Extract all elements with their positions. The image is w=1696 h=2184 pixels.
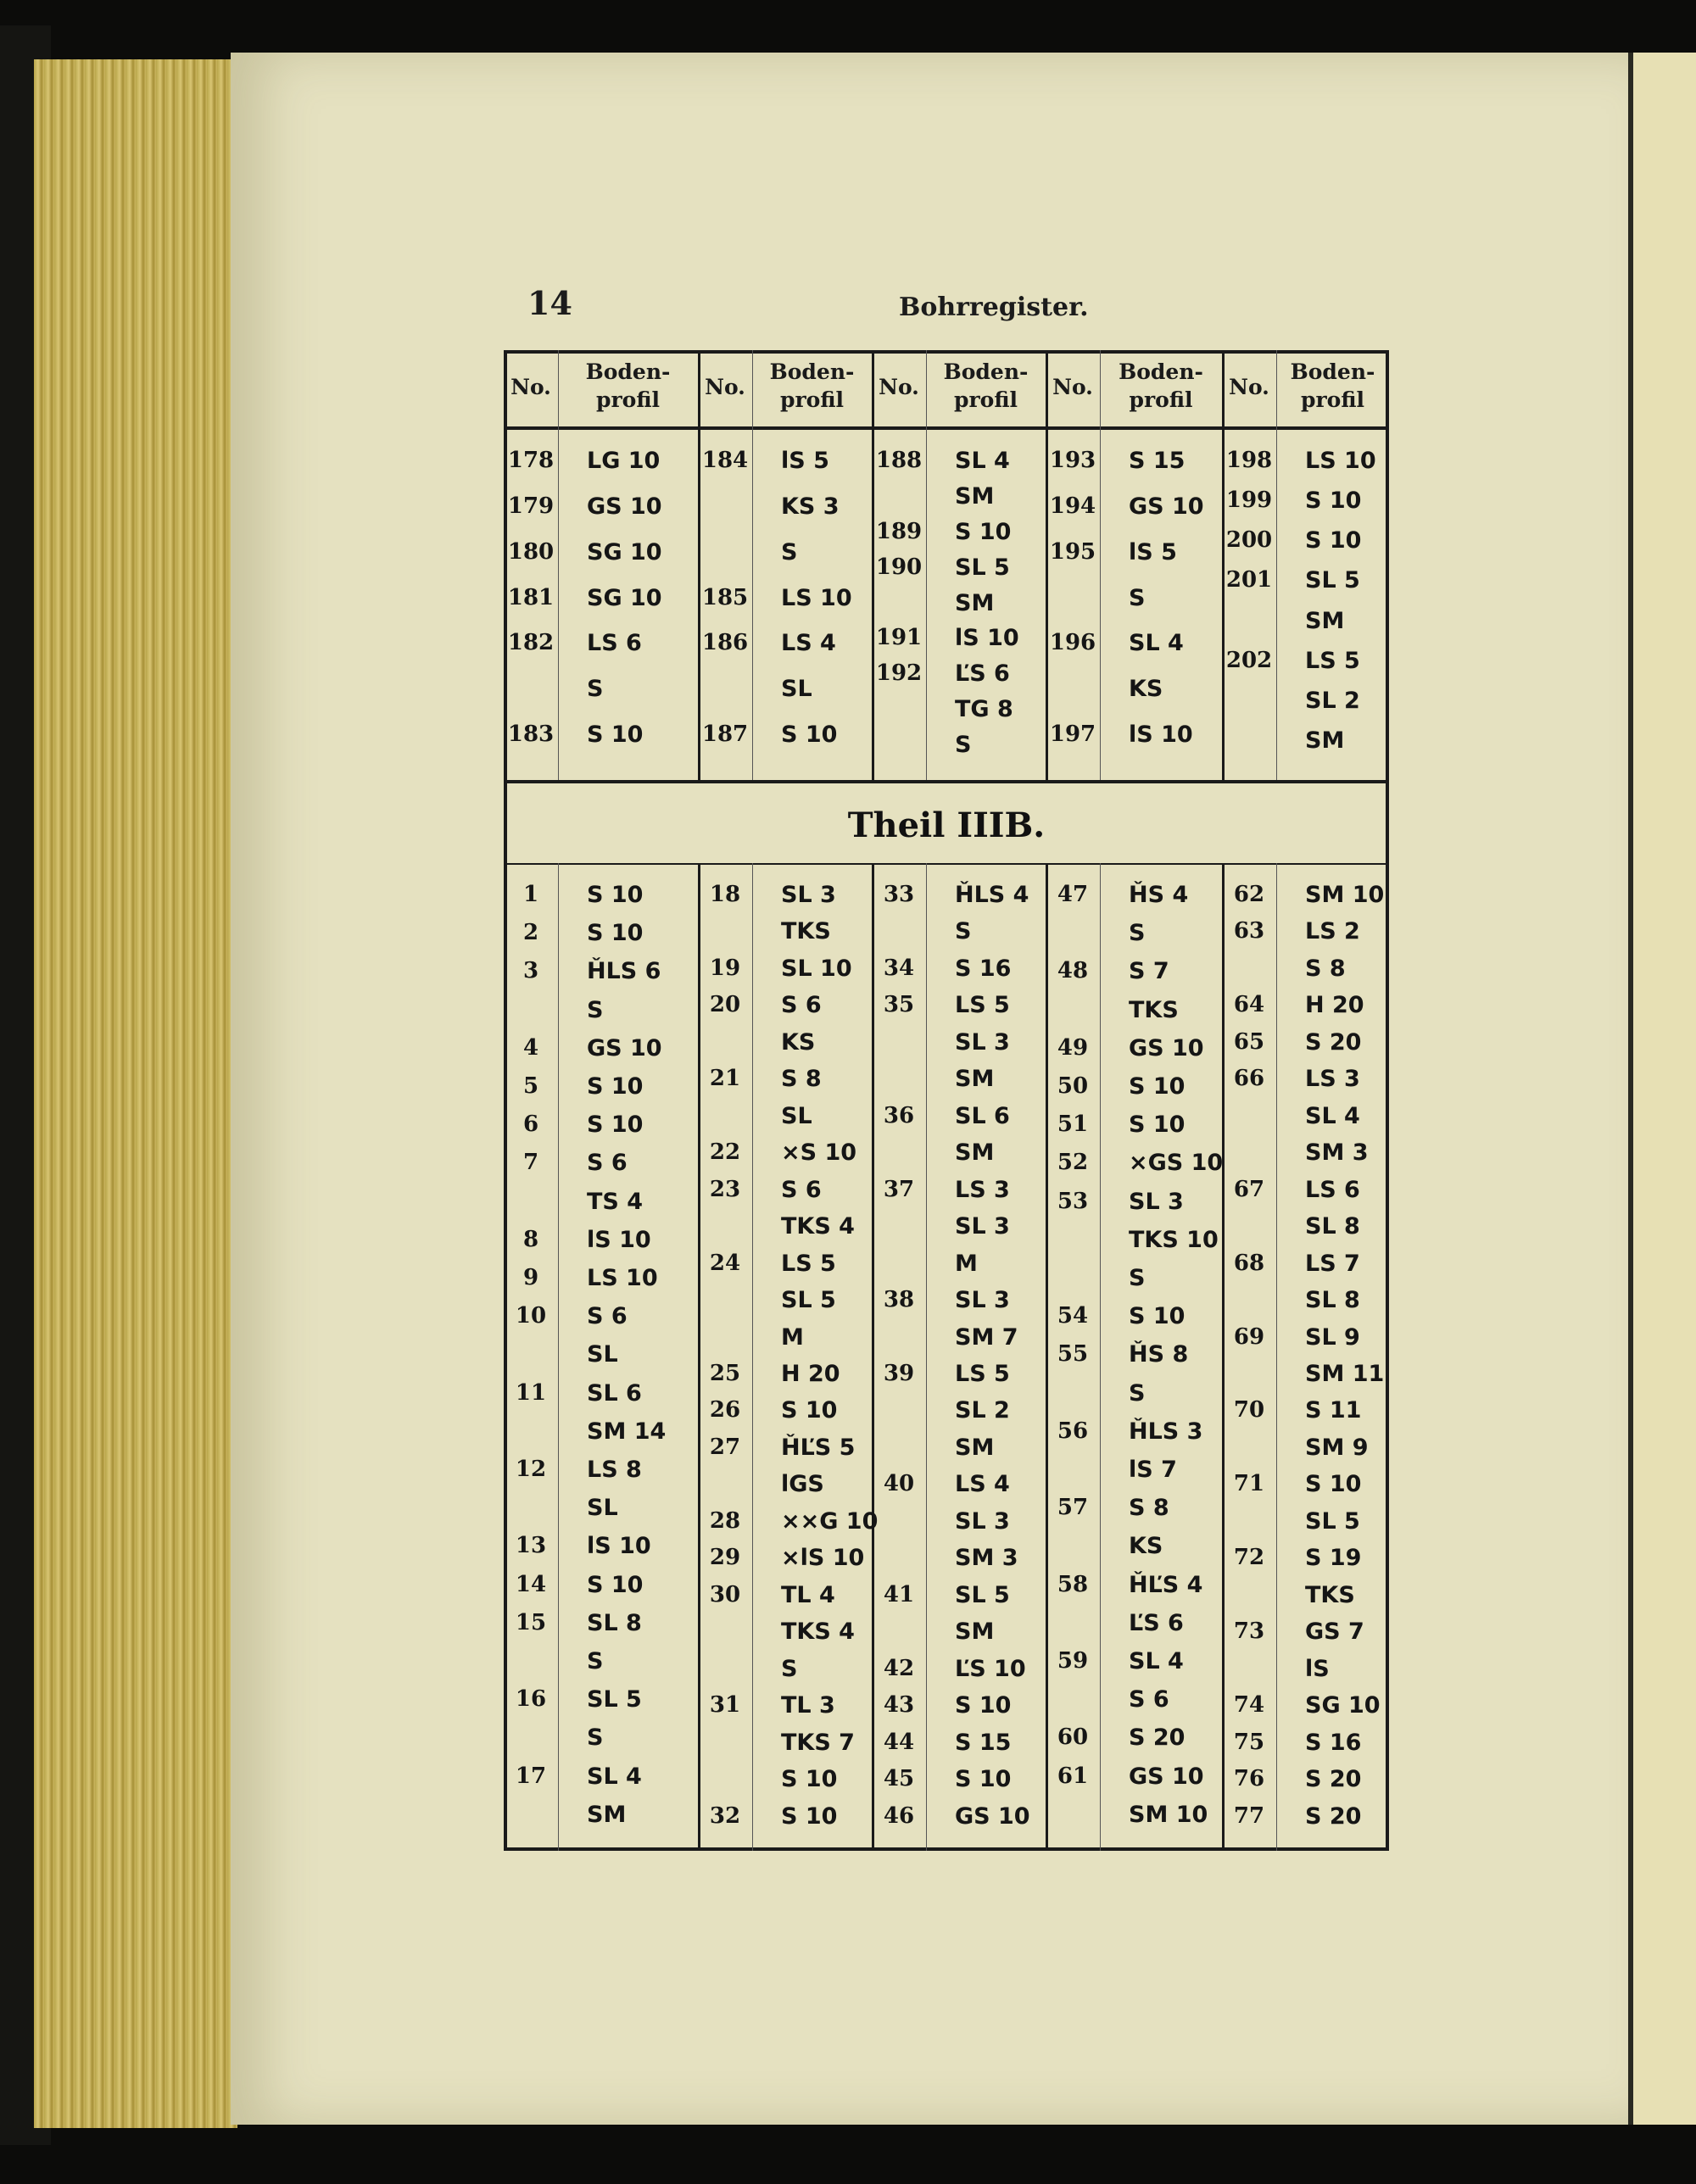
bottom-soil-profile: M (955, 1250, 978, 1277)
bottom-boring-number: 66 (1233, 1066, 1265, 1092)
bottom-boring-number: 2 (522, 920, 539, 946)
bottom-boring-number: 68 (1233, 1250, 1265, 1276)
column-divider-bottom (1276, 863, 1277, 1851)
bottom-boring-number: 23 (709, 1176, 741, 1202)
top-boring-number: 193 (1049, 448, 1096, 473)
bottom-boring-number: 36 (883, 1102, 915, 1128)
top-boring-number: 183 (507, 722, 555, 748)
top-boring-number: 178 (507, 448, 555, 473)
top-soil-profile: S (955, 732, 972, 759)
bottom-boring-number: 10 (515, 1303, 547, 1329)
top-soil-profile: S (781, 538, 798, 566)
column-header-no: No. (1229, 375, 1269, 399)
top-soil-profile: SG 10 (587, 538, 662, 566)
bottom-soil-profile: SM (955, 1434, 995, 1461)
bottom-soil-profile: S (587, 1724, 604, 1752)
bottom-soil-profile: S 8 (1305, 955, 1346, 982)
bottom-soil-profile: SL (587, 1495, 618, 1522)
bottom-soil-profile: SL 5 (587, 1686, 642, 1713)
column-divider-bottom (558, 863, 559, 1851)
bottom-boring-number: 64 (1233, 992, 1265, 1018)
bottom-soil-profile: SG 10 (1305, 1692, 1381, 1719)
page-number: 14 (527, 284, 572, 322)
top-soil-profile: S 10 (955, 518, 1012, 545)
bottom-soil-profile: TKS (1129, 996, 1179, 1023)
bottom-boring-number: 52 (1057, 1150, 1089, 1176)
bottom-boring-number: 76 (1233, 1766, 1265, 1792)
top-boring-number: 194 (1049, 493, 1096, 519)
bottom-boring-number: 6 (522, 1112, 539, 1138)
bottom-soil-profile: SL (587, 1341, 618, 1368)
bottom-soil-profile: LS 8 (587, 1457, 642, 1483)
bottom-soil-profile: SL 10 (781, 955, 852, 982)
top-boring-number: 198 (1225, 448, 1273, 473)
bottom-soil-profile: SM 7 (955, 1323, 1018, 1351)
bottom-soil-profile: ȞS 4 (1129, 882, 1189, 908)
bottom-boring-number: 32 (709, 1802, 741, 1829)
column-divider-top (926, 350, 927, 780)
group-divider-top (1222, 350, 1225, 780)
bottom-boring-number: 67 (1233, 1176, 1265, 1202)
bottom-soil-profile: SL 3 (955, 1028, 1010, 1056)
bottom-soil-profile: ȞS 8 (1129, 1341, 1189, 1368)
bottom-soil-profile: SL 6 (587, 1379, 642, 1407)
top-soil-profile: LS 4 (781, 630, 836, 657)
bottom-boring-number: 75 (1233, 1729, 1265, 1755)
top-soil-profile: SM (1305, 727, 1345, 754)
bottom-soil-profile: LS 3 (1305, 1066, 1360, 1093)
bottom-soil-profile: SL 3 (1129, 1188, 1184, 1215)
bottom-boring-number: 39 (883, 1361, 915, 1386)
bottom-soil-profile: SM (587, 1801, 627, 1828)
bottom-boring-number: 3 (522, 958, 539, 984)
bottom-boring-number: 37 (883, 1176, 915, 1202)
bottom-soil-profile: SM (955, 1618, 995, 1646)
bottom-soil-profile: lS 7 (1129, 1457, 1177, 1483)
bottom-soil-profile: SM 3 (955, 1545, 1018, 1572)
top-soil-profile: SL 5 (955, 554, 1010, 581)
bottom-boring-number: 69 (1233, 1323, 1265, 1350)
bottom-soil-profile: SL 3 (955, 1507, 1010, 1535)
top-soil-profile: KS (1129, 676, 1163, 703)
bottom-soil-profile: GS 10 (1129, 1034, 1204, 1061)
bottom-soil-profile: S 19 (1305, 1545, 1362, 1572)
bottom-soil-profile: TL 3 (781, 1692, 835, 1719)
top-boring-number: 200 (1225, 527, 1273, 554)
top-soil-profile: S 10 (1305, 488, 1362, 515)
top-boring-number: 202 (1225, 647, 1273, 673)
bottom-soil-profile: S (781, 1655, 798, 1682)
bottom-soil-profile: S 15 (955, 1729, 1012, 1756)
bottom-boring-number: 14 (515, 1571, 547, 1597)
bottom-soil-profile: S 11 (1305, 1397, 1362, 1424)
bottom-soil-profile: S 10 (955, 1692, 1012, 1719)
column-divider-top (752, 350, 753, 780)
bottom-boring-number: 9 (522, 1265, 539, 1290)
bottom-boring-number: 35 (883, 992, 915, 1018)
bottom-boring-number: 28 (709, 1507, 741, 1534)
bottom-boring-number: 19 (709, 955, 741, 981)
bottom-soil-profile: KS (781, 1028, 816, 1056)
top-boring-number: 180 (507, 538, 555, 565)
bottom-soil-profile: SL 8 (587, 1609, 642, 1636)
top-soil-profile: LG 10 (587, 448, 661, 474)
bottom-soil-profile: GS 7 (1305, 1618, 1364, 1646)
bottom-soil-profile: S (955, 918, 972, 945)
top-boring-number: 201 (1225, 567, 1273, 593)
bottom-soil-profile: S (587, 1648, 604, 1674)
top-soil-profile: SL 4 (1129, 630, 1184, 657)
bottom-soil-profile: GS 10 (587, 1034, 662, 1061)
bottom-boring-number: 27 (709, 1434, 741, 1460)
bottom-boring-number: 7 (522, 1150, 539, 1176)
bottom-boring-number: 58 (1057, 1571, 1089, 1597)
top-boring-number: 190 (875, 554, 923, 580)
bottom-soil-profile: LS 6 (1305, 1176, 1360, 1203)
top-boring-number: 179 (507, 493, 555, 519)
bottom-soil-profile: SL 5 (1305, 1507, 1360, 1535)
top-soil-profile: LS 10 (781, 584, 852, 611)
top-soil-profile: S 15 (1129, 448, 1186, 474)
top-soil-profile: SM (955, 482, 995, 510)
bottom-soil-profile: LS 5 (955, 1361, 1010, 1387)
top-soil-profile: SM (955, 589, 995, 616)
bottom-boring-number: 1 (522, 882, 539, 907)
bottom-boring-number: 5 (522, 1073, 539, 1099)
top-soil-profile: lS 5 (1129, 538, 1177, 566)
bottom-boring-number: 55 (1057, 1341, 1089, 1368)
bottom-soil-profile: SL 8 (1305, 1213, 1360, 1240)
column-header-no: No. (705, 375, 745, 399)
page-edges (34, 59, 237, 2128)
bottom-boring-number: 44 (883, 1729, 915, 1755)
bottom-boring-number: 46 (883, 1802, 915, 1829)
bottom-soil-profile: S 10 (587, 1073, 644, 1100)
bottom-boring-number: 42 (883, 1655, 915, 1681)
bottom-soil-profile: S 10 (1129, 1073, 1186, 1100)
bottom-boring-number: 30 (709, 1581, 741, 1607)
column-divider-bottom (926, 863, 927, 1851)
bottom-soil-profile: S 10 (587, 920, 644, 947)
top-soil-profile: SM (1305, 607, 1345, 634)
column-header-no: No. (1052, 375, 1093, 399)
top-soil-profile: lS 10 (955, 625, 1019, 652)
bottom-soil-profile: LS 4 (955, 1471, 1010, 1498)
bottom-boring-number: 63 (1233, 918, 1265, 944)
column-header-bodenprofil: Boden- profil (769, 359, 855, 412)
bottom-boring-number: 73 (1233, 1618, 1265, 1645)
top-soil-profile: S (587, 676, 604, 703)
bottom-soil-profile: SM 3 (1305, 1139, 1369, 1167)
bottom-boring-number: 29 (709, 1545, 741, 1571)
bottom-soil-profile: LS 5 (955, 992, 1010, 1019)
bottom-boring-number: 54 (1057, 1303, 1089, 1329)
bottom-soil-profile: S 20 (1305, 1028, 1362, 1056)
bottom-soil-profile: S 10 (587, 1112, 644, 1139)
bottom-boring-number: 38 (883, 1287, 915, 1313)
bottom-soil-profile: SM 9 (1305, 1434, 1369, 1461)
bottom-soil-profile: lS 10 (587, 1226, 651, 1253)
top-boring-number: 186 (701, 630, 749, 656)
bottom-soil-profile: S 6 (587, 1303, 628, 1330)
top-boring-number: 195 (1049, 538, 1096, 565)
bottom-soil-profile: TKS 10 (1129, 1226, 1219, 1253)
top-soil-profile: LS 6 (587, 630, 642, 657)
bottom-boring-number: 34 (883, 955, 915, 981)
column-divider-top (1100, 350, 1101, 780)
bottom-soil-profile: S (1129, 920, 1146, 947)
bottom-soil-profile: S 10 (587, 1571, 644, 1598)
bottom-soil-profile: SL 4 (1305, 1102, 1360, 1129)
bottom-boring-number: 26 (709, 1397, 741, 1424)
bottom-soil-profile: lGS (781, 1471, 824, 1498)
column-header-no: No. (510, 375, 551, 399)
bottom-soil-profile: LS 7 (1305, 1250, 1360, 1277)
top-boring-number: 181 (507, 584, 555, 610)
top-soil-profile: SL 2 (1305, 687, 1360, 714)
bottom-soil-profile: S 7 (1129, 958, 1169, 985)
bottom-soil-profile: S 8 (781, 1066, 822, 1093)
top-boring-number: 192 (875, 660, 923, 687)
top-boring-number: 182 (507, 630, 555, 656)
top-soil-profile: S (1129, 584, 1146, 611)
bottom-boring-number: 41 (883, 1581, 915, 1607)
top-boring-number: 189 (875, 518, 923, 544)
column-divider-top (558, 350, 559, 780)
bottom-soil-profile: SL 3 (955, 1287, 1010, 1314)
top-soil-profile: S 10 (1305, 527, 1362, 554)
bottom-soil-profile: TKS (781, 918, 831, 945)
bottom-soil-profile: SL 5 (955, 1581, 1010, 1608)
bottom-soil-profile: lS 10 (587, 1533, 651, 1560)
bottom-boring-number: 61 (1057, 1763, 1089, 1789)
bottom-soil-profile: S (587, 996, 604, 1023)
column-header-bodenprofil: Boden- profil (1290, 359, 1375, 412)
bottom-soil-profile: LS 5 (781, 1250, 836, 1277)
bottom-soil-profile: LS 2 (1305, 918, 1360, 945)
bottom-soil-profile: S 10 (587, 882, 644, 908)
bottom-soil-profile: S 10 (1129, 1112, 1186, 1139)
bottom-soil-profile: S 20 (1129, 1724, 1186, 1752)
bottom-soil-profile: TL 4 (781, 1581, 835, 1608)
top-soil-profile: GS 10 (1129, 493, 1204, 520)
bottom-soil-profile: S 8 (1129, 1495, 1169, 1522)
bottom-soil-profile: ĽS 6 (1129, 1609, 1184, 1636)
bottom-soil-profile: S 6 (781, 992, 822, 1019)
top-soil-profile: S 10 (587, 722, 644, 749)
top-soil-profile: LS 5 (1305, 647, 1360, 674)
bottom-soil-profile: SL 3 (781, 882, 836, 908)
bottom-soil-profile: KS (1129, 1533, 1163, 1560)
bottom-boring-number: 77 (1233, 1802, 1265, 1829)
bottom-soil-profile: S 6 (781, 1176, 822, 1203)
bottom-boring-number: 17 (515, 1763, 547, 1789)
bottom-soil-profile: ȞLS 6 (587, 958, 661, 985)
bottom-soil-profile: SL 4 (1129, 1648, 1184, 1674)
bottom-soil-profile: TKS 4 (781, 1618, 855, 1646)
bottom-soil-profile: S (1129, 1265, 1146, 1291)
bottom-soil-profile: SL 8 (1305, 1287, 1360, 1314)
bottom-boring-number: 53 (1057, 1188, 1089, 1214)
bottom-soil-profile: SM 10 (1129, 1801, 1208, 1828)
top-boring-number: 184 (701, 448, 749, 473)
bottom-soil-profile: TKS 7 (781, 1729, 855, 1756)
bottom-boring-number: 70 (1233, 1397, 1265, 1424)
top-boring-number: 199 (1225, 488, 1273, 514)
bottom-soil-profile: ĽS 10 (955, 1655, 1026, 1682)
bottom-soil-profile: S 10 (955, 1766, 1012, 1793)
bottom-soil-profile: S 10 (781, 1802, 838, 1830)
bottom-boring-number: 21 (709, 1066, 741, 1092)
bottom-soil-profile: LS 10 (587, 1265, 658, 1291)
top-soil-profile: KS 3 (781, 493, 840, 520)
top-block-rule (504, 780, 1389, 783)
bottom-boring-number: 57 (1057, 1495, 1089, 1521)
top-soil-profile: TG 8 (955, 696, 1013, 723)
bottom-boring-number: 74 (1233, 1692, 1265, 1719)
bottom-soil-profile: S 20 (1305, 1766, 1362, 1793)
bottom-soil-profile: ȞLS 3 (1129, 1418, 1203, 1445)
bottom-soil-profile: S 10 (781, 1397, 838, 1424)
bottom-soil-profile: GS 10 (955, 1802, 1030, 1830)
bottom-boring-number: 12 (515, 1457, 547, 1482)
facing-page-edge (1628, 53, 1696, 2125)
bottom-soil-profile: SM 14 (587, 1418, 667, 1445)
bottom-soil-profile: SL 6 (955, 1102, 1010, 1129)
bottom-boring-number: 72 (1233, 1545, 1265, 1571)
bottom-boring-number: 51 (1057, 1112, 1089, 1138)
column-header-bodenprofil: Boden- profil (585, 359, 671, 412)
group-divider-top (1046, 350, 1048, 780)
bottom-boring-number: 8 (522, 1226, 539, 1252)
section-title: Theil IIIB. (847, 805, 1046, 845)
bottom-boring-number: 62 (1233, 882, 1265, 907)
column-header-no: No. (879, 375, 919, 399)
bottom-soil-profile: ȞLS 4 (955, 882, 1029, 908)
bottom-boring-number: 11 (515, 1379, 547, 1406)
top-boring-number: 191 (875, 625, 923, 651)
bottom-soil-profile: SL 9 (1305, 1323, 1360, 1351)
bottom-soil-profile: H 20 (1305, 992, 1364, 1019)
top-soil-profile: SG 10 (587, 584, 662, 611)
bottom-soil-profile: ×S 10 (781, 1139, 857, 1167)
top-soil-profile: LS 10 (1305, 448, 1376, 474)
bottom-soil-profile: TS 4 (587, 1188, 644, 1215)
bottom-soil-profile: S (1129, 1379, 1146, 1407)
top-boring-number: 185 (701, 584, 749, 610)
bottom-boring-number: 56 (1057, 1418, 1089, 1444)
top-boring-number: 196 (1049, 630, 1096, 656)
top-soil-profile: SL (781, 676, 812, 703)
bottom-boring-number: 48 (1057, 958, 1089, 984)
bottom-soil-profile: S 10 (1305, 1471, 1362, 1498)
bottom-soil-profile: SL 4 (587, 1763, 642, 1790)
bottom-boring-number: 16 (515, 1686, 547, 1713)
bottom-boring-number: 24 (709, 1250, 741, 1276)
bottom-boring-number: 49 (1057, 1034, 1089, 1061)
bottom-soil-profile: lS (1305, 1655, 1330, 1682)
bottom-soil-profile: SL 3 (955, 1213, 1010, 1240)
bottom-soil-profile: ȞĽS 4 (1129, 1571, 1203, 1598)
running-head: Bohrregister. (899, 292, 1089, 322)
column-divider-bottom (1100, 863, 1101, 1851)
bottom-soil-profile: S 6 (587, 1150, 628, 1177)
bottom-soil-profile: S 16 (955, 955, 1012, 982)
bottom-soil-profile: TKS (1305, 1581, 1355, 1608)
column-header-bodenprofil: Boden- profil (943, 359, 1029, 412)
header-rule (504, 426, 1389, 430)
bottom-boring-number: 45 (883, 1766, 915, 1792)
top-soil-profile: lS 10 (1129, 722, 1193, 749)
bottom-soil-profile: M (781, 1323, 804, 1351)
bottom-soil-profile: ×GS 10 (1129, 1150, 1224, 1177)
bottom-soil-profile: S 20 (1305, 1802, 1362, 1830)
bottom-boring-number: 59 (1057, 1648, 1089, 1674)
bottom-soil-profile: SL (781, 1102, 812, 1129)
bottom-boring-number: 43 (883, 1692, 915, 1719)
bottom-boring-number: 50 (1057, 1073, 1089, 1099)
bottom-soil-profile: ×lS 10 (781, 1545, 865, 1572)
bottom-soil-profile: SM (955, 1139, 995, 1167)
bottom-soil-profile: TKS 4 (781, 1213, 855, 1240)
top-boring-number: 188 (875, 448, 923, 473)
bottom-soil-profile: ××G 10 (781, 1507, 879, 1535)
top-boring-number: 187 (701, 722, 749, 748)
bottom-boring-number: 18 (709, 882, 741, 907)
bottom-boring-number: 13 (515, 1533, 547, 1559)
bottom-soil-profile: S 16 (1305, 1729, 1362, 1756)
column-divider-bottom (752, 863, 753, 1851)
bottom-boring-number: 71 (1233, 1471, 1265, 1497)
top-soil-profile: SL 5 (1305, 567, 1360, 594)
bottom-soil-profile: SM 11 (1305, 1361, 1385, 1387)
column-divider-top (1276, 350, 1277, 780)
bottom-boring-number: 15 (515, 1609, 547, 1635)
bottom-soil-profile: GS 10 (1129, 1763, 1204, 1790)
top-soil-profile: ĽS 6 (955, 660, 1010, 688)
section-rule (504, 863, 1389, 865)
bottom-boring-number: 60 (1057, 1724, 1089, 1751)
bottom-boring-number: 47 (1057, 882, 1089, 907)
bottom-soil-profile: S 10 (1129, 1303, 1186, 1330)
top-soil-profile: SL 4 (955, 448, 1010, 474)
bottom-soil-profile: SM 10 (1305, 882, 1385, 908)
group-divider-top (698, 350, 700, 780)
bottom-boring-number: 33 (883, 882, 915, 907)
bottom-soil-profile: S 10 (781, 1766, 838, 1793)
bottom-boring-number: 20 (709, 992, 741, 1018)
bottom-boring-number: 25 (709, 1361, 741, 1386)
top-soil-profile: GS 10 (587, 493, 662, 520)
bottom-soil-profile: S 6 (1129, 1686, 1169, 1713)
top-soil-profile: lS 5 (781, 448, 829, 474)
bottom-soil-profile: SL 2 (955, 1397, 1010, 1424)
bottom-boring-number: 31 (709, 1692, 741, 1719)
bottom-boring-number: 22 (709, 1139, 741, 1166)
bottom-soil-profile: SM (955, 1066, 995, 1093)
bottom-boring-number: 4 (522, 1034, 539, 1061)
bottom-soil-profile: ȞĽS 5 (781, 1434, 856, 1461)
top-boring-number: 197 (1049, 722, 1096, 748)
bottom-soil-profile: LS 3 (955, 1176, 1010, 1203)
bottom-soil-profile: H 20 (781, 1361, 840, 1387)
bottom-boring-number: 65 (1233, 1028, 1265, 1055)
bottom-boring-number: 40 (883, 1471, 915, 1497)
top-soil-profile: S 10 (781, 722, 838, 749)
column-header-bodenprofil: Boden- profil (1119, 359, 1203, 412)
bottom-soil-profile: SL 5 (781, 1287, 836, 1314)
